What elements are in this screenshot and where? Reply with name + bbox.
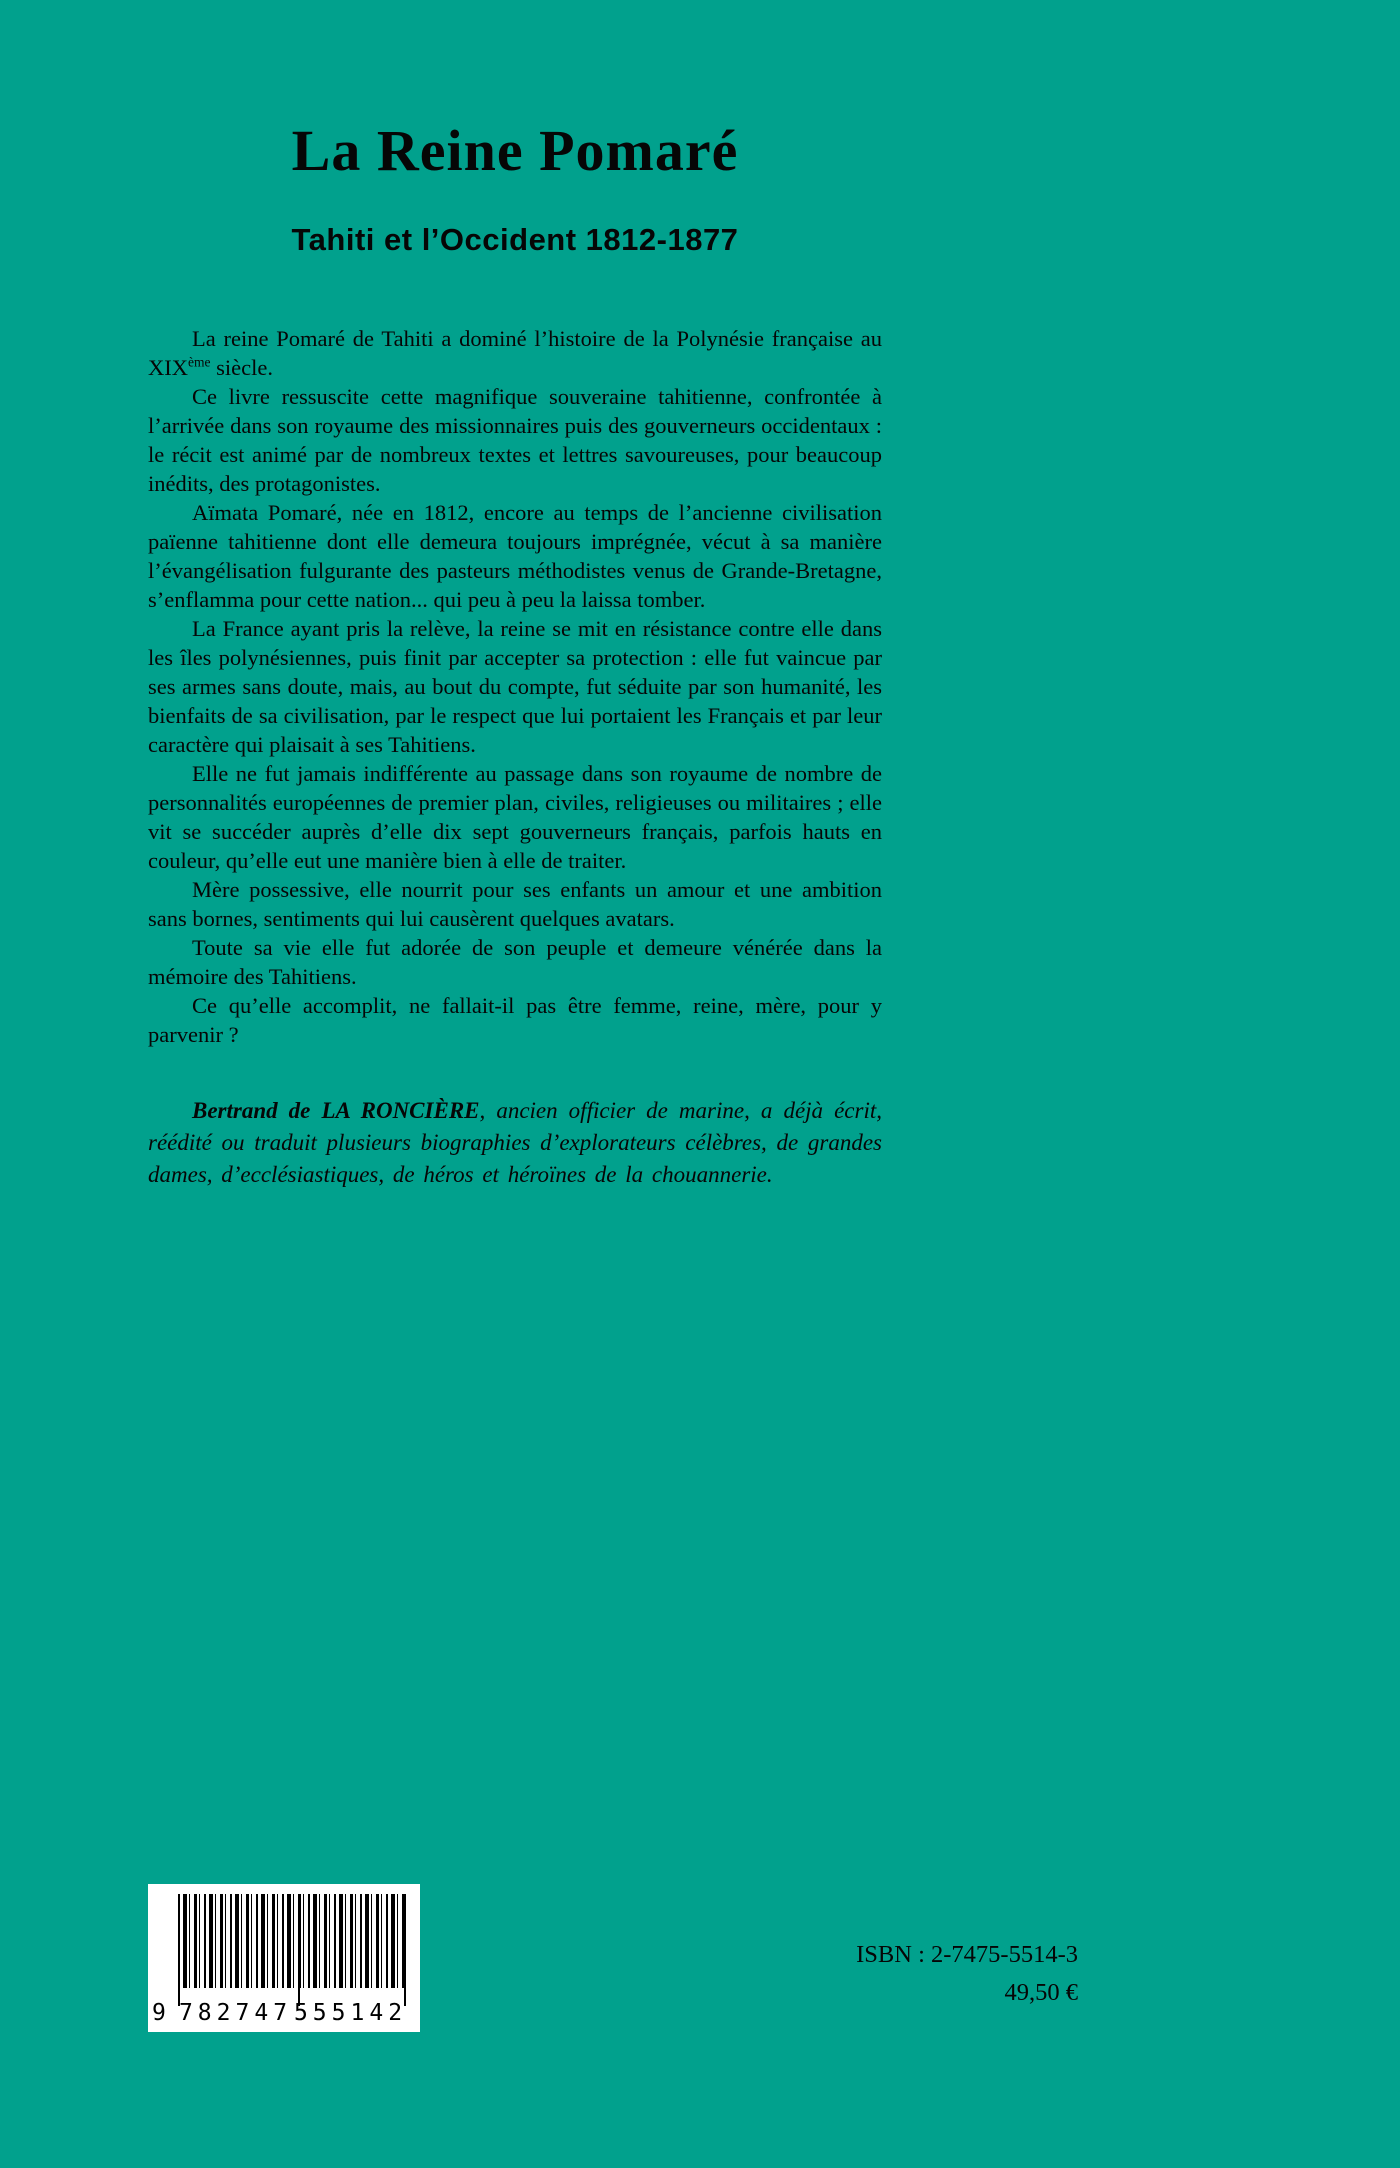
barcode-guard-bar bbox=[298, 1894, 300, 2006]
author-bio-paragraph bbox=[148, 1095, 882, 1191]
barcode-number bbox=[152, 2000, 408, 2026]
text-column bbox=[148, 118, 882, 1191]
barcode-prefix-digit: 9 bbox=[152, 2000, 166, 2026]
barcode-guard-bar bbox=[178, 1894, 180, 2006]
paragraph-text: siècle. bbox=[210, 354, 273, 380]
author-name: Bertrand de LA RONCIÈRE bbox=[192, 1097, 480, 1123]
ordinal-superscript: ème bbox=[188, 354, 211, 370]
barcode-bars-icon bbox=[178, 1894, 406, 1988]
isbn-block bbox=[856, 1936, 1078, 2012]
synopsis-paragraph-3: Aïmata Pomaré, née en 1812, encore au temps de l’ancienne civilisation païenne tahitienne dont elle demeura toujours imprégnée, vécut à sa manière l’évangélisation fulgurante des pasteurs méthodistes venus de Grande-Bretagne, s’enflamma pour cette nation... qui peu à peu la laissa tomber. bbox=[148, 499, 882, 612]
barcode-guard-bar bbox=[404, 1894, 406, 2006]
price: 49,50 € bbox=[1004, 1979, 1078, 2006]
author-bio bbox=[148, 1095, 882, 1191]
synopsis-paragraph-1 bbox=[148, 324, 882, 382]
book-title: La Reine Pomaré bbox=[291, 118, 739, 183]
barcode-digit-group: 555142 bbox=[293, 2000, 408, 2026]
book-subtitle: Tahiti et l’Occident 1812-1877 bbox=[291, 221, 739, 257]
synopsis-paragraph-4: La France ayant pris la relève, la reine se mit en résistance contre elle dans les îles polynésiennes, puis finit par accepter sa protection : elle fut vaincue par ses armes sans doute, mais, au bout du compte, fut séduite par son humanité, les bienfaits de sa civilisation, par le respect que lui portaient les Français et par leur caractère qui plaisait à ses Tahitiens. bbox=[148, 615, 882, 757]
synopsis-paragraph-8: Ce qu’elle accomplit, ne fallait-il pas être femme, reine, mère, pour y parvenir ? bbox=[148, 992, 882, 1047]
author-bio-text: , ancien officier de marine, a déjà écrit, réédité ou traduit plusieurs biographies d’explorateurs célèbres, de grandes dames, d’ecclésiastiques, de héros et héroïnes de la chouannerie. bbox=[148, 1097, 882, 1187]
barcode bbox=[148, 1884, 420, 2032]
paragraph-text: La reine Pomaré de Tahiti a dominé l’histoire de la Polynésie française au XIX bbox=[148, 325, 882, 380]
synopsis-paragraph-7: Toute sa vie elle fut adorée de son peuple et demeure vénérée dans la mémoire des Tahitiens. bbox=[148, 934, 882, 989]
isbn-number: ISBN : 2-7475-5514-3 bbox=[856, 1941, 1078, 1968]
barcode-digit-group: 782747 bbox=[178, 2000, 293, 2026]
synopsis-paragraph-2: Ce livre ressuscite cette magnifique souveraine tahitienne, confrontée à l’arrivée dans son royaume des missionnaires puis des gouverneurs occidentaux : le récit est animé par de nombreux textes et lettres savoureuses, pour beaucoup inédits, des protagonistes. bbox=[148, 383, 882, 496]
synopsis-paragraph-5: Elle ne fut jamais indifférente au passage dans son royaume de nombre de personnalités européennes de premier plan, civiles, religieuses ou militaires ; elle vit se succéder auprès d’elle dix sept gouverneurs français, parfois hauts en couleur, qu’elle eut une manière bien à elle de traiter. bbox=[148, 760, 882, 873]
synopsis bbox=[148, 324, 882, 1049]
synopsis-paragraph-6: Mère possessive, elle nourrit pour ses enfants un amour et une ambition sans bornes, sentiments qui lui causèrent quelques avatars. bbox=[148, 876, 882, 931]
